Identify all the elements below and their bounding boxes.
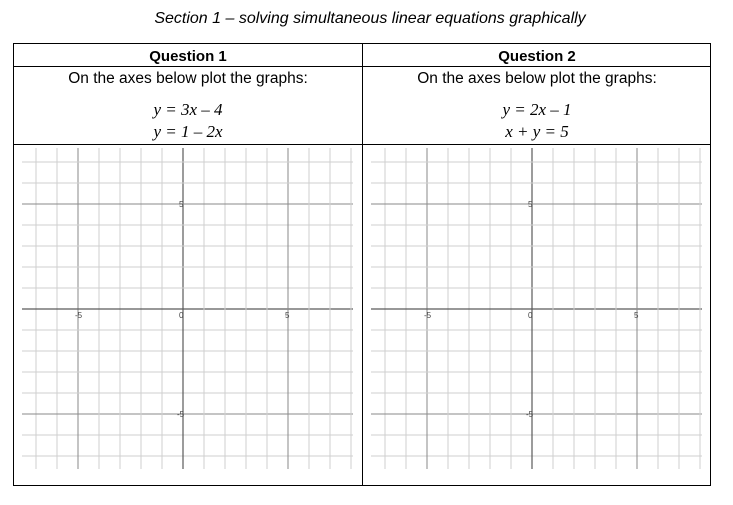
x-tick-label: 0 [179, 311, 184, 320]
question-1-grid[interactable] [14, 145, 362, 485]
question-2-instruction: On the axes below plot the graphs: [417, 70, 657, 87]
question-1-title: Question 1 [149, 48, 227, 65]
x-tick-label: -5 [75, 311, 83, 320]
question-1-equation-2: y = 1 – 2x [153, 122, 223, 141]
question-2-grid[interactable] [363, 145, 711, 485]
x-tick-label: -5 [424, 311, 432, 320]
y-tick-label: -5 [526, 410, 534, 419]
section-title: Section 1 – solving simultaneous linear equations graphically [154, 10, 586, 27]
question-2-title: Question 2 [498, 48, 576, 65]
question-1-instruction: On the axes below plot the graphs: [68, 70, 308, 87]
y-tick-label: -5 [177, 410, 185, 419]
x-tick-label: 5 [285, 311, 290, 320]
y-tick-label: 5 [179, 200, 184, 209]
worksheet-table [13, 43, 711, 486]
question-2-equation-2: x + y = 5 [505, 122, 569, 141]
x-tick-label: 5 [634, 311, 639, 320]
x-tick-label: 0 [528, 311, 533, 320]
question-2-equation-1: y = 2x – 1 [502, 100, 572, 119]
y-tick-label: 5 [528, 200, 533, 209]
question-2-axes[interactable] [363, 145, 711, 490]
question-1-equation-1: y = 3x – 4 [153, 100, 223, 119]
header-divider [14, 66, 710, 67]
question-1-axes[interactable] [14, 145, 362, 490]
